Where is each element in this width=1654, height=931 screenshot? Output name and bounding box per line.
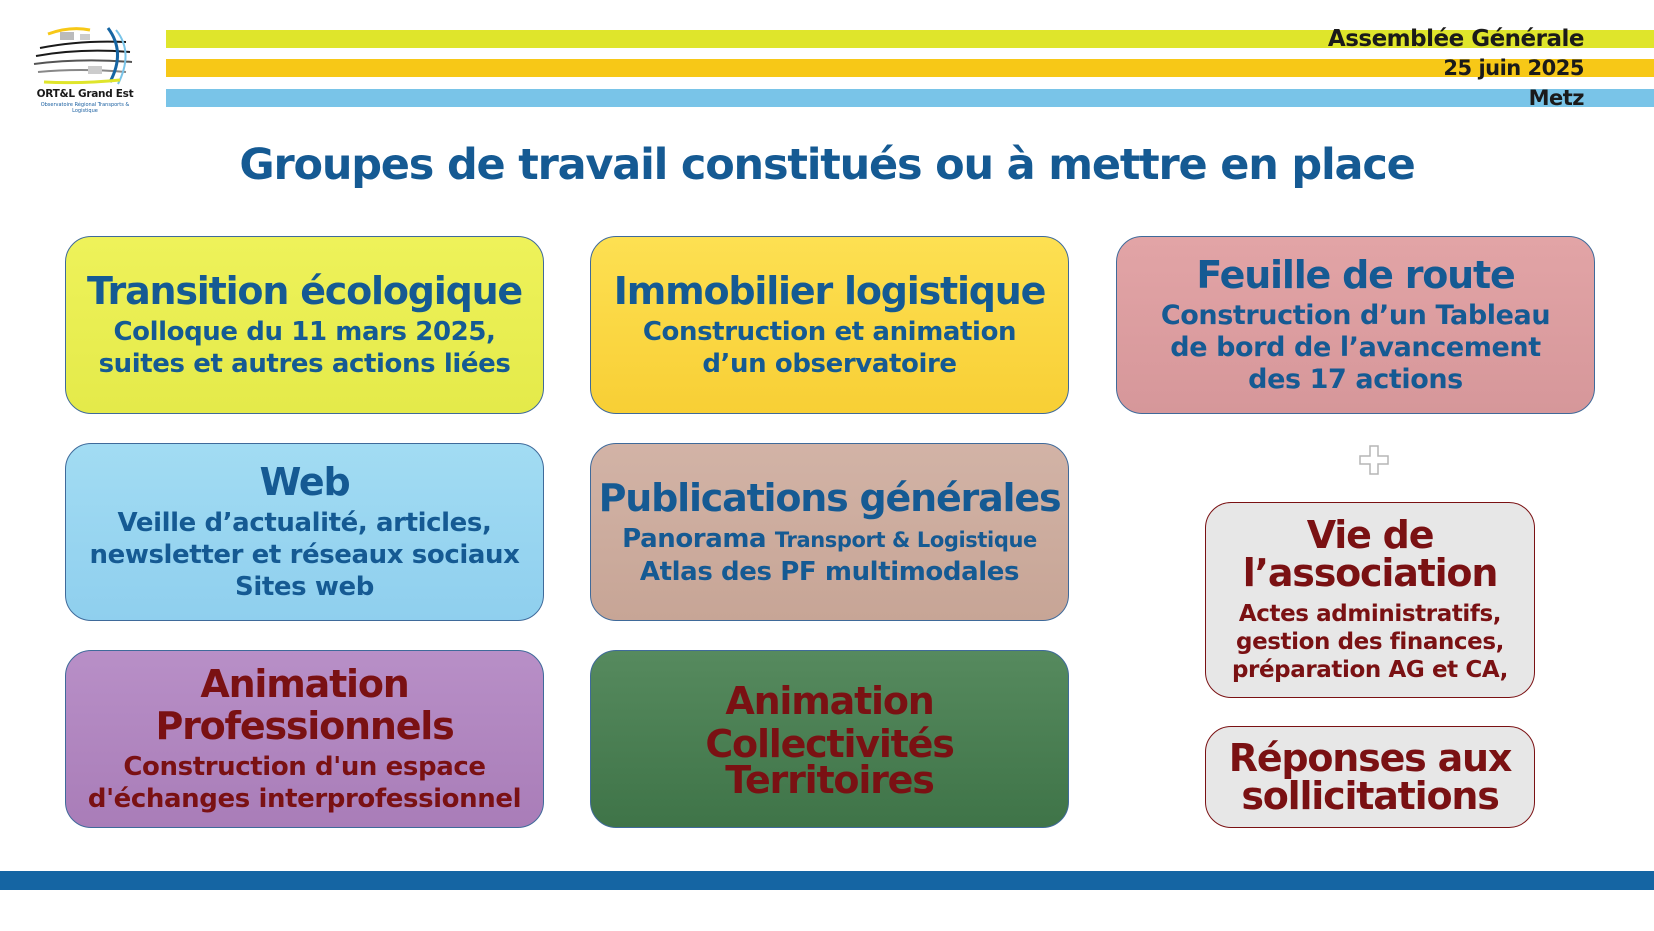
card-web (65, 443, 544, 621)
card-title-line: Professionnels (155, 704, 454, 748)
card-immobilier-logistique (590, 236, 1069, 414)
page-title: Groupes de travail constitués ou à mettre en place (239, 140, 1415, 190)
logo-name: ORT&L Grand Est (36, 88, 134, 100)
card-desc-line: d’un observatoire (702, 349, 957, 379)
card-desc-line: suites et autres actions liées (98, 349, 511, 379)
card-title: Web (259, 460, 350, 504)
card-title (1206, 513, 1534, 595)
card-title-line: Territoires (725, 758, 934, 802)
card-description (66, 316, 543, 380)
logo (30, 22, 140, 117)
card-title (66, 663, 543, 747)
card-title-line: l’association (1242, 551, 1498, 595)
card-transition-ecologique (65, 236, 544, 414)
card-desc-line: d'échanges interprofessionnel (87, 784, 522, 814)
card-desc-line: préparation AG et CA, (1231, 657, 1509, 683)
card-desc-line: de bord de l’avancement (1170, 332, 1541, 363)
card-title: Feuille de route (1196, 253, 1515, 297)
card-feuille-de-route (1116, 236, 1595, 414)
card-title-line: Vie de (1306, 513, 1434, 557)
logo-subtitle: Observatoire Régional Transports & Logistique (40, 102, 130, 114)
card-desc-line: Atlas des PF multimodales (639, 556, 1020, 587)
card-description (1117, 300, 1594, 396)
card-title: Transition écologique (87, 269, 522, 313)
card-description (591, 523, 1068, 588)
card-title: Immobilier logistique (613, 269, 1046, 313)
header-band-yellow (166, 56, 1654, 80)
header-band-blue (166, 86, 1654, 110)
card-desc-line: Sites web (235, 572, 374, 602)
card-desc-line: Veille d’actualité, articles, (117, 508, 492, 538)
plus-icon (1358, 444, 1390, 476)
event-date: 25 juin 2025 (1443, 56, 1584, 80)
card-title-line: Animation (725, 679, 934, 723)
card-animation-collectivites (590, 650, 1069, 828)
card-desc-line: Colloque du 11 mars 2025, (113, 317, 496, 347)
card-title (1206, 736, 1534, 818)
card-description (66, 507, 543, 603)
card-title-line: Animation (200, 662, 409, 706)
panorama-subtitle: Transport & Logistique (774, 527, 1037, 552)
card-publications-generales (590, 443, 1069, 621)
event-name: Assemblée Générale (1327, 26, 1584, 52)
footer-bar (0, 871, 1654, 890)
card-animation-professionnels (65, 650, 544, 828)
card-title-line: Réponses aux (1228, 736, 1512, 780)
card-desc-line: Construction et animation (642, 317, 1017, 347)
card-title (591, 679, 1068, 802)
card-vie-association (1205, 502, 1535, 698)
panorama-label: Panorama (622, 523, 767, 554)
event-city: Metz (1528, 86, 1584, 110)
card-desc-line: gestion des finances, (1236, 629, 1504, 655)
card-desc-line: newsletter et réseaux sociaux (89, 540, 520, 570)
card-description (1206, 600, 1534, 684)
card-title: Publications générales (598, 475, 1061, 520)
card-reponses-sollicitations (1205, 726, 1535, 828)
card-description (591, 316, 1068, 380)
card-desc-line: Actes administratifs, (1238, 601, 1502, 627)
card-desc-line: Construction d’un Tableau (1160, 300, 1551, 331)
card-desc-line: des 17 actions (1248, 364, 1463, 395)
card-description (66, 751, 543, 815)
card-title-line: Collectivités (705, 722, 954, 766)
card-desc-line (591, 523, 1068, 556)
header-band-yellow-green (166, 26, 1654, 52)
card-title-line: sollicitations (1241, 774, 1499, 818)
logo-graphic-icon (30, 22, 140, 88)
card-desc-line: Construction d'un espace (123, 752, 486, 782)
